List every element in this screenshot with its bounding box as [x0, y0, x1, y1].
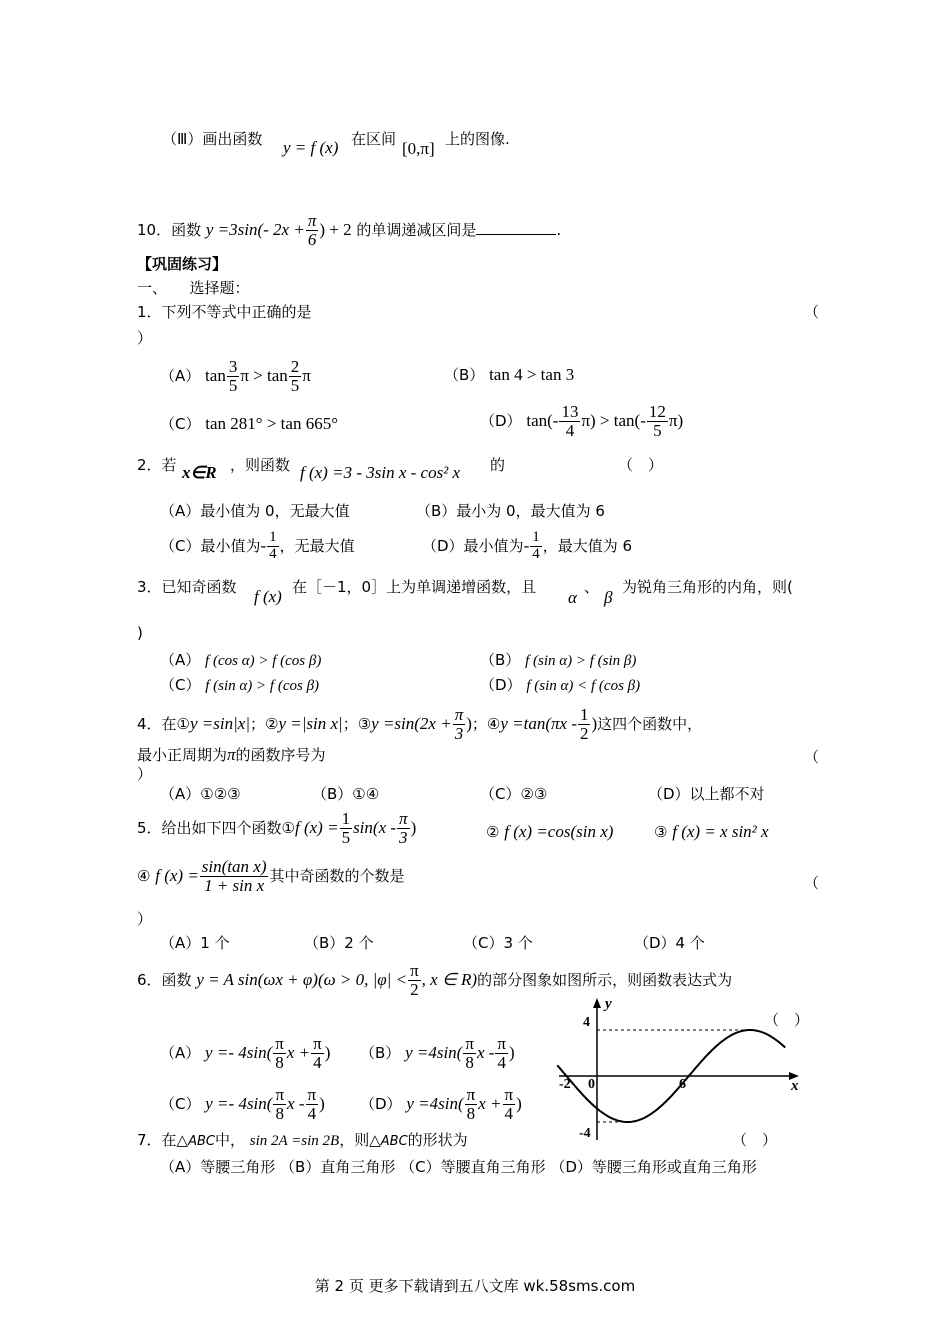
p5-f2 [486, 822, 613, 842]
p7-mid: 中， [214, 1131, 245, 1149]
p2-end: 的 [490, 456, 506, 474]
p5-frac-f4 [200, 858, 269, 895]
p6-c-frac2 [306, 1086, 319, 1123]
p1-c-expr: tan 281° > tan 665° [205, 414, 338, 433]
p3-d-expr: f (sin α) < f (cos β) [526, 678, 641, 694]
p6-b-frac2 [495, 1035, 508, 1072]
p4-e4: y =tan(πx - [500, 713, 577, 733]
p6-option-a[interactable] [160, 1035, 330, 1072]
p7-abc2: ABC [380, 1134, 408, 1149]
p1-option-d[interactable] [480, 403, 683, 440]
p1-stem: 1．下列不等式中正确的是 [137, 303, 312, 321]
p6-paren: （ ） [764, 1011, 810, 1029]
p5-f4a: f (x) = [155, 865, 199, 885]
p6-c-pi2: π [307, 1085, 317, 1104]
p1-d-n1: 13 [561, 402, 579, 421]
p6-d-label: （D） [360, 1094, 402, 1113]
p1-d-frac2 [647, 403, 668, 440]
p6-a-pi2: π [313, 1034, 322, 1053]
sine-graph [555, 992, 805, 1142]
p5-c3: ③ [654, 823, 668, 841]
p2-option-d[interactable] [422, 530, 632, 563]
p5-frac-1-5 [340, 810, 353, 847]
p5-frac-pi3 [397, 810, 410, 847]
p6-b-label: （B） [360, 1043, 401, 1062]
p4-one: 1 [579, 705, 589, 724]
p5-f3 [654, 822, 769, 842]
p1-d-a: tan(- [526, 410, 559, 430]
p4-e4b: ) [591, 713, 598, 733]
p2-d-frac [530, 530, 542, 563]
p3-b-expr: f (sin α) > f (sin β) [525, 653, 637, 669]
p2-option-b[interactable]: （B）最小为 0，最大值为 6 [416, 502, 605, 520]
p1-option-c[interactable] [160, 413, 338, 434]
p3-close: ) [137, 624, 143, 642]
p5-c2: ② [486, 823, 500, 841]
p1-a-mid: π > tan [240, 365, 288, 385]
q10-frac-den: 6 [307, 229, 317, 249]
p6-d-eight: 8 [466, 1103, 476, 1123]
p4-e3b: ) [466, 713, 472, 733]
p1-c-label: （C） [160, 415, 201, 433]
p1-d-b: π) > tan(- [581, 410, 646, 430]
p6-frac-pi2 [408, 962, 421, 999]
p6-pi: π [410, 961, 419, 980]
p4-pi: π [454, 705, 464, 724]
p3-option-d[interactable] [480, 674, 640, 695]
p1-paren-close: ） [137, 329, 153, 347]
p6-c-pi1: π [275, 1085, 285, 1104]
p5-f1b: sin(x - [353, 817, 397, 837]
p6-d-frac2 [503, 1086, 516, 1123]
p6-b-pi2: π [497, 1034, 507, 1053]
q10-end: . [556, 220, 562, 239]
p3-end: 为锐角三角形的内角，则( [622, 578, 793, 596]
p2-c-den: 4 [269, 545, 277, 562]
p6-option-d[interactable] [360, 1086, 522, 1123]
p4-line2pi: π [227, 745, 236, 764]
q10-frac [306, 212, 319, 249]
q3-label: （Ⅲ）画出函数 [162, 130, 263, 148]
p1-a-d1: 5 [228, 375, 238, 395]
graph-y-min-label: -4 [579, 1126, 591, 1141]
p6-c-pre: y =- 4sin( [205, 1093, 273, 1113]
graph-y-max-label: 4 [583, 1015, 590, 1030]
p1-option-a[interactable] [160, 358, 311, 395]
p5-five: 5 [341, 827, 351, 847]
p1-d-n2: 12 [648, 402, 666, 421]
p3-beta: β [604, 588, 613, 607]
p6-d-pre: y =4sin( [406, 1093, 464, 1113]
p6-a-eight: 8 [275, 1052, 284, 1072]
p2-option-a[interactable]: （A）最小值为 0，无最大值 [160, 502, 350, 520]
p4-option-d[interactable]: （D）以上都不对 [648, 785, 765, 803]
p1-a-frac2 [289, 358, 302, 395]
p1-d-frac1 [559, 403, 580, 440]
p1-a-end: π [302, 365, 311, 385]
p1-a-d2: 5 [290, 375, 300, 395]
p1-option-b[interactable] [444, 364, 574, 385]
p4-two: 2 [579, 723, 589, 743]
p3-mid: 在［－1，0］上为单调递增函数，且 [292, 578, 537, 596]
p6-expr-b: , x ∈ R) [421, 969, 478, 989]
p6-b-pre: y =4sin( [405, 1042, 463, 1062]
p1-d-label: （D） [480, 411, 522, 430]
p6-prefix: 6．函数 [137, 970, 192, 989]
section-part: 一、 选择题： [137, 279, 250, 297]
p1-a-tan: tan [205, 365, 226, 385]
p3-d-label: （D） [480, 676, 522, 694]
p2-prefix: 2．若 [137, 456, 177, 474]
p2-option-c[interactable] [160, 530, 355, 563]
q3-end: 上的图像. [445, 130, 510, 148]
p6-d-close: ) [516, 1093, 522, 1113]
p7-end: 的形状为 [407, 1131, 468, 1149]
p4-s2: ；③ [342, 714, 372, 733]
p4-line1 [137, 706, 702, 743]
p2-c-num: 1 [269, 529, 277, 545]
p5-three: 3 [399, 827, 408, 847]
p1-d-d2: 5 [653, 420, 662, 440]
q10-line [137, 212, 561, 249]
q3-mid: 在区间 [351, 130, 397, 148]
p6-d-pi1: π [466, 1085, 476, 1104]
section-title: 【巩固练习】 [137, 255, 228, 273]
p6-c-eight: 8 [275, 1103, 284, 1123]
p6-b-x: x - [476, 1042, 495, 1062]
p4-paren-open: （ [804, 748, 820, 766]
p4-paren-close: ） [137, 765, 153, 783]
graph-origin-label: 0 [588, 1077, 595, 1092]
graph-x-right-label: 6 [679, 1077, 686, 1092]
p7-prefix: 7．在△ [137, 1131, 189, 1149]
p5-option-a[interactable]: （A）1 个 [160, 934, 230, 952]
p6-b-frac1 [463, 1035, 476, 1072]
p5-num4: sin(tan x) [201, 857, 267, 876]
p3-c-expr: f (sin α) > f (cos β) [205, 678, 320, 694]
p6-c-x: x - [287, 1093, 305, 1113]
p4-e1: y =sin|x| [190, 713, 250, 733]
p4-option-b[interactable]: （B）①④ [312, 785, 380, 803]
p4-line2 [137, 744, 326, 765]
p6-option-c[interactable] [160, 1086, 325, 1123]
p5-c4: ④ [137, 866, 151, 885]
p2-d-b: ，最大值为 6 [542, 536, 633, 555]
q10-prefix: 10．函数 [137, 220, 202, 239]
p6-c-close: ) [319, 1093, 325, 1113]
p1-b-expr: tan 4 > tan 3 [489, 365, 575, 384]
p6-c-frac1 [273, 1086, 286, 1123]
p6-a-frac2 [311, 1035, 324, 1072]
p3-b-label: （B） [480, 651, 521, 669]
p5-f1a: f (x) = [295, 817, 339, 837]
p4-s1: ；② [250, 714, 279, 733]
p5-option-d[interactable]: （D）4 个 [634, 934, 705, 952]
p5-f1c: ) [410, 817, 417, 837]
p5-pi: π [399, 809, 408, 828]
p3-sep: 、 [584, 578, 600, 596]
p6-c-four: 4 [307, 1103, 317, 1123]
p4-option-a[interactable]: （A）①②③ [160, 785, 241, 803]
p1-b-label: （B） [444, 366, 485, 384]
p6-expr: y = A sin(ωx + φ)(ω > 0, |φ| < [196, 969, 408, 989]
p2-cond: x∈R [182, 463, 217, 482]
p4-option-c[interactable]: （C）②③ [480, 785, 548, 803]
p4-prefix: 4．在① [137, 714, 190, 733]
p2-paren: （ ） [618, 456, 664, 474]
p5-prefix: 5．给出如下四个函数① [137, 818, 295, 837]
q3-func: y = f (x) [283, 138, 339, 157]
p5-line2b: 其中奇函数的个数是 [269, 866, 405, 885]
p1-a-n1: 3 [228, 357, 238, 376]
p1-a-frac1 [227, 358, 240, 395]
p3-option-c[interactable] [160, 674, 319, 695]
p6-a-four: 4 [313, 1052, 322, 1072]
p5-f3-expr: f (x) = x sin² x [672, 822, 769, 841]
p2-c-b: ，无最大值 [279, 536, 355, 555]
p6-b-close: ) [509, 1042, 515, 1062]
p6-option-b[interactable] [360, 1035, 515, 1072]
p3-func: f (x) [254, 587, 282, 606]
p6-a-pre: y =- 4sin( [205, 1042, 273, 1062]
p6-b-pi1: π [465, 1034, 474, 1053]
p3-c-label: （C） [160, 676, 201, 694]
p5-den4: 1 + sin x [204, 875, 265, 895]
p7-options[interactable]: （A）等腰三角形 （B）直角三角形 （C）等腰直角三角形 （D）等腰三角形或直角三角形 [160, 1158, 757, 1176]
q10-expr-b: ) + 2 [319, 219, 352, 239]
p6-a-pi1: π [275, 1034, 284, 1053]
p3-a-expr: f (cos α) > f (cos β) [205, 653, 322, 669]
q3-line [162, 128, 262, 149]
p7-mid2: ，则△ [339, 1131, 381, 1149]
p2-c-neg: - [260, 535, 267, 555]
p4-line2a: 最小正周期为 [137, 746, 228, 764]
graph-x-left-label: -2 [559, 1077, 571, 1092]
p3-alpha: α [568, 588, 577, 607]
p2-d-neg: - [523, 535, 530, 555]
p2-mid: ，则函数 [230, 456, 291, 474]
p3-option-b[interactable] [480, 649, 636, 670]
graph-y-arrow [593, 998, 601, 1008]
p6-suffix: 的部分图象如图所示，则函数表达式为 [477, 970, 733, 989]
p3-option-a[interactable] [160, 649, 321, 670]
p4-line2b: 的函数序号为 [235, 746, 326, 764]
p5-paren-close: ） [137, 910, 153, 928]
p4-e3: y =sin(2x + [371, 713, 452, 733]
graph-x-label: x [791, 1078, 799, 1094]
p2-d-num: 1 [532, 529, 540, 545]
p6-d-four: 4 [504, 1103, 514, 1123]
p6-a-label: （A） [160, 1043, 201, 1062]
p7-line1 [137, 1129, 468, 1150]
p5-f2-expr: f (x) =cos(sin x) [504, 822, 614, 841]
p4-three: 3 [454, 723, 464, 743]
p6-c-label: （C） [160, 1094, 201, 1113]
p6-b-eight: 8 [465, 1052, 474, 1072]
p5-option-b[interactable]: （B）2 个 [304, 934, 374, 952]
p3-a-label: （A） [160, 651, 201, 669]
p6-two: 2 [410, 979, 419, 999]
p7-paren: （ ） [732, 1131, 778, 1149]
p7-abc: ABC [188, 1134, 215, 1149]
p6-a-frac1 [273, 1035, 286, 1072]
p2-d-den: 4 [532, 545, 540, 562]
p2-c-frac [267, 530, 279, 563]
p4-frac-half [578, 706, 591, 743]
p2-d-a: （D）最小值为 [422, 536, 524, 555]
q10-suffix: 的单调递减区间是 [356, 220, 477, 239]
q3-interval: [0,π] [402, 139, 435, 158]
p5-line1 [137, 810, 416, 847]
p6-d-x: x + [478, 1093, 502, 1113]
p6-a-close: ) [324, 1042, 331, 1062]
p1-d-c: π) [668, 410, 684, 430]
p6-d-frac1 [465, 1086, 478, 1123]
p6-d-pi2: π [504, 1085, 514, 1104]
graph-y-label: y [605, 996, 612, 1012]
p1-d-d1: 4 [565, 420, 575, 440]
q10-answer-blank[interactable] [476, 220, 556, 235]
p2-func: f (x) =3 - 3sin x - cos² x [300, 463, 461, 482]
p7-expr: sin 2A =sin 2B [249, 1133, 340, 1149]
p6-b-four: 4 [497, 1052, 506, 1072]
p2-c-a: （C）最小值为 [160, 536, 261, 555]
q10-frac-num: π [307, 211, 317, 230]
p4-s3: ；④ [471, 714, 501, 733]
p1-a-n2: 2 [290, 357, 300, 376]
q10-expr-a: y =3sin(- 2x + [205, 219, 305, 239]
p6-a-x: x + [286, 1042, 311, 1062]
p4-e2: y =|sin x| [278, 713, 343, 733]
p5-line2 [137, 858, 405, 895]
p5-option-c[interactable]: （C）3 个 [463, 934, 533, 952]
p5-one: 1 [341, 809, 351, 828]
p4-frac-pi3 [453, 706, 466, 743]
page-footer: 第 2 页 更多下载请到五八文库 wk.58sms.com [314, 1277, 636, 1295]
p3-prefix: 3．已知奇函数 [137, 578, 237, 596]
p1-a-label: （A） [160, 366, 201, 385]
p5-paren-open: （ [804, 874, 820, 892]
p4-s4: 这四个函数中， [597, 714, 703, 733]
p1-paren-open: （ [804, 303, 820, 321]
